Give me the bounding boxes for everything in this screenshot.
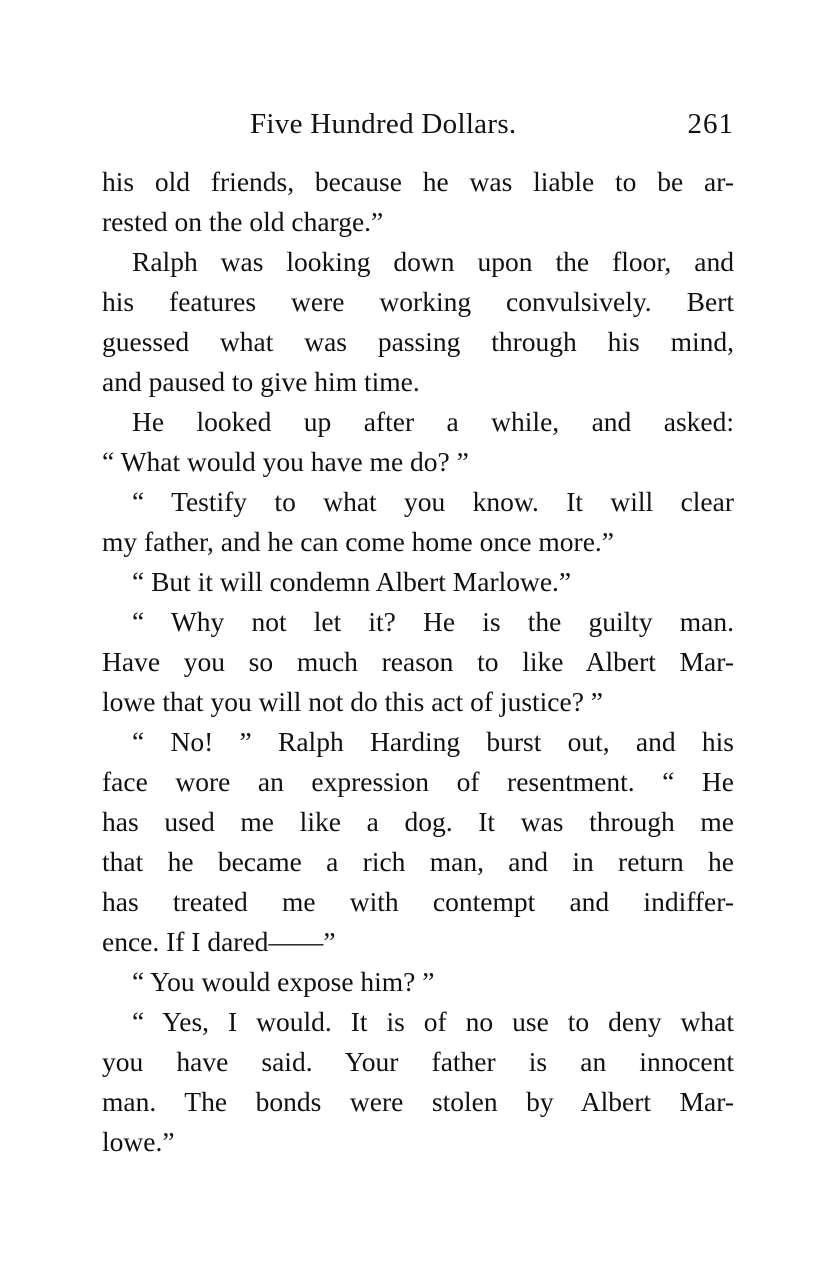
text-line: rested on the old charge.” [102,206,384,237]
text-line: lowe that you will not do this act of justice? ” [102,686,604,717]
text-line: “ Why not let it? He is the guilty man. [132,606,734,637]
text-line: that he became a rich man, and in return he [102,846,734,877]
text-line: his old friends, because he was liable to be ar- [102,166,734,197]
text-line: Ralph was looking down upon the floor, and [132,246,734,277]
text-line: face wore an expression of resentment. “ He [102,766,734,797]
text-line: and paused to give him time. [102,366,420,397]
text-line: you have said. Your father is an innocent [102,1046,734,1077]
running-title: Five Hundred Dollars. [250,108,517,140]
text-line: “ Yes, I would. It is of no use to deny what [132,1006,734,1037]
text-line: He looked up after a while, and asked: [132,406,734,437]
body-text [102,162,734,1162]
text-line: his features were working convulsively. Bert [102,286,734,317]
text-line: ence. If I dared——” [102,926,336,957]
text-line: man. The bonds were stolen by Albert Mar- [102,1086,734,1117]
running-head [102,108,734,148]
text-line: my father, and he can come home once more.” [102,526,614,557]
text-line: “ But it will condemn Albert Marlowe.” [132,566,572,597]
text-line: has used me like a dog. It was through me [102,806,734,837]
text-line: “ Testify to what you know. It will clear [132,486,734,517]
text-line: “ What would you have me do? ” [102,446,469,477]
text-line: lowe.” [102,1126,175,1157]
text-line: “ You would expose him? ” [132,966,435,997]
text-line: “ No! ” Ralph Harding burst out, and his [132,726,734,757]
text-line: Have you so much reason to like Albert Mar- [102,646,734,677]
text-line: has treated me with contempt and indiffer- [102,886,734,917]
text-line: guessed what was passing through his mind, [102,326,734,357]
page-number: 261 [687,108,734,140]
